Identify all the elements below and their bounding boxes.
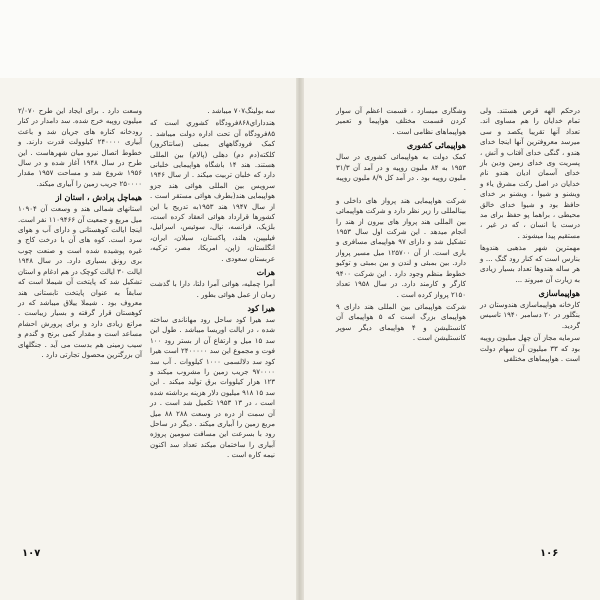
paragraph: مهمترین شهر مذهبی هندوها بنارس است که کنار رود گنگ ... و هر ساله هندوها تعداد بسیار زیادی به زیارت آن میروند ...	[480, 244, 580, 284]
paragraph: شرکت هواپیمائی بین المللی هند دارای ۹ هواپیمای بزرگ است که ۵ هواپیمای آن کانستلیشن و ۴ هواپیمای دیگر سوپر کانستلیشن است .	[336, 302, 467, 343]
paragraph: سد هیرا کود ساحل رود مهاناندی ساخته شده ، در ایالت اوریسا میباشد . طول این سد ۱۵ میل و ارتفاع آن از بستر رود ۱۰۰ فوت و مجموع این سد ۲۴۰۰۰۰۰ است هیرا کود سد دلالسمی ۱۰۰۰ کیلووات . آب سد ۹۷۰۰۰۰ جریب زمین را مشروب میکند و ۱۲۳ هزار کیلووات برق تولید میکند . این سد ۱۵ ۹۱۸ میلیون دلار هزینه برداشته شده است ، در ۱۳ ۱۹۵۳ تکمیل شد است . در آن سمت از دره در وسعت ۲۸۸ ۸۸ میل مربع زمین را آبیاری میکند . دیگر در ساحل رود با بسرعت این مسافت سومین پروژه آبیاری را ساختمان میکند تعداد سد اکنون نیمه کاره است .	[150, 315, 276, 460]
paragraph: کمک دولت به هواپیمائی کشوری در سال ۱۹۵۳ به ۸۴ ملیون روپیه و در آمد آن ۳۱/۳ ملیون روپیه بود . در آمد کل ۸/۹ ملیون روپیه .	[336, 153, 466, 193]
right-page-number: ۱۰۶	[540, 548, 559, 559]
right-page-column-left	[336, 106, 466, 346]
section-heading: هرات	[256, 267, 275, 278]
section-heading: هیماچل پرادش ، استان از	[55, 192, 142, 203]
left-page-number: ۱۰۷	[22, 548, 41, 559]
paragraph: آمرا چملیه، هوائی آمرا دلتا، دارا با گذشت زمان از عمل هوائی بطور .	[150, 280, 275, 299]
paragraph: وسعت دارد . برای ایجاد این طرح ۲/۰۷۰ میلیون روپیه خرج شده. سد دامدار در کنار رودخانه کناره های جریان شد و باعث آبیاری ۲۴۰۰۰۰ کیلوولت قدرت دارند. و خطوط اتصال نیرو میان شهرهاست . این طرح در سال ۱۹۴۸ آغاز شده و در سال ۱۹۵۶ شروع شد و مساحت ۱۹۵۷ مقدار ۲۵۰۰۰۰ جریب زمین را آبیاری میکند.	[18, 107, 143, 188]
paragraph: هندداراي۸۶۸فرودگاه کشوري است که ۸۵فرودگاه آن تحت اداره دولت میباشد . کمک فرودگاههای بمبئی (سانتاکروز) کلکته(دم دم) دهلی (پالام) بین المللی هستند. هند ۱۴ باشگاه هواپیمایی خلبانی دارد که خلبان تربیت میکند . از سال ۱۹۴۶ سرویس بین المللی هوائی هند جزو هواپیمایی هند(بطرف هوائی مستقر است . از سال ۱۹۴۷ هند ۱۹۵۳به تدریج با این کشورها قرارداد هوائی انعقاد کرده است، بلژیک، فرانسه، نپال، سوئیس، اسرائیل، فیلیپین، هلند، پاکستان، سیلان، ایران، انگلستان، ژاپن، امریکا، مصر، ترکیه، عربستان سعودی .	[150, 119, 275, 263]
left-page-column-left	[18, 106, 142, 362]
section-heading: هیرا کود	[247, 302, 275, 313]
paragraph: شرکت هواپیمایی هند پرواز های داخلی و بینالمللی را زیر نظر دارد و شرکت هواپیمائی بین المللی هند پرواز های بیرون از هند را انجام میدهد . این شرکت اول سال ۱۹۵۳ تشکیل شد و دارای ۹۷ هواپیمای مسافری و باری است. از آن ۱۲۵۷۰۰ میل مسیر پرواز دارد. بین بمبئی و لندن و بین بمبئی و توکیو خطوط منظم وجود دارد . این شرکت ۹۴۰۰ کارگر و کارمند دارد. در سال ۱۹۵۸ تعداد ۲۱۵۰ پرواز کرده است .	[336, 196, 466, 299]
paragraph: وشگاری میسازد ، قسمت اعظم آن سوار کردن قسمت مختلف هواپیما و تعمیر هواپیماهای نظامی است .	[336, 107, 466, 136]
paragraph: سه بولینگ۷۰۷ میباشد .	[207, 107, 275, 115]
section-heading: هواپیمائی کشوری	[406, 140, 466, 151]
left-page-column-right	[150, 106, 275, 463]
paragraph: استانهای شمالی هند و وسعت آن ۱۰۹۰۴ میل مربع و جمعیت آن ۱۱۰۹۴۶۶ نفر است. اینجا ایالت کوهستانی و دارای آب و هوای سرد است. کوه های آن با درخت کاج و غیره پوشیده شده است و صنعت چوب بری رونق بسیاری دارد. در سال ۱۹۴۸ ایالت ۳۰ ایالت کوچک در هم ادغام و استان تشکیل شد که پایتخت آن شیملا است که سابقاً به عنوان پایتخت تابستانی هند معروف بود . شیملا ییلاق میباشد که در کوهستان قرار گرفته و بسیار زیباست . مراتع زیادی دارد و برای پرورش احشام مساعد است و مقدار کمی برنج و گندم و سیب زمینی هم بدست می آید . جنگلهای آن بزرگترین محصول تجارتی دارد .	[18, 205, 142, 359]
book-gutter	[296, 78, 304, 600]
paragraph: درحکم الهه قرص هستند. ولی تمام خدایان را هم مساوی اند. تعداد آنها تقریبا یکصد و سی میرسد معروفترین آنها اینجا خدای هندو ، گنگی خدای آفتاب و آتش ، پسریت وی خدای زمین ودین باز خدای آسمان ادیان هندو نام خدایان در اصل رکت مشرق یاء و ویشنو و شیوا ، ویشنو بر خدای حافظ بود و شیوا خدای خالق محیطی ، براهما پو حفظ برای مد درست یا انسان ، که در غیر ، مستقیم پیدا میشوند .	[480, 107, 580, 240]
section-heading: هواپیماسازی	[538, 287, 580, 298]
paragraph: کارخانه هواپیماسازی هندوستان در بنگلور در ۲۰ دسامبر ۱۹۴۰ تاسیس گردید.	[480, 300, 580, 330]
paragraph: سرمایه مجاز آن چهل میلیون روپیه بود که ۳۳ میلیون آن سهام دولت است . هواپیماهای مختلفی	[480, 334, 580, 363]
right-page-column-right	[480, 106, 580, 366]
